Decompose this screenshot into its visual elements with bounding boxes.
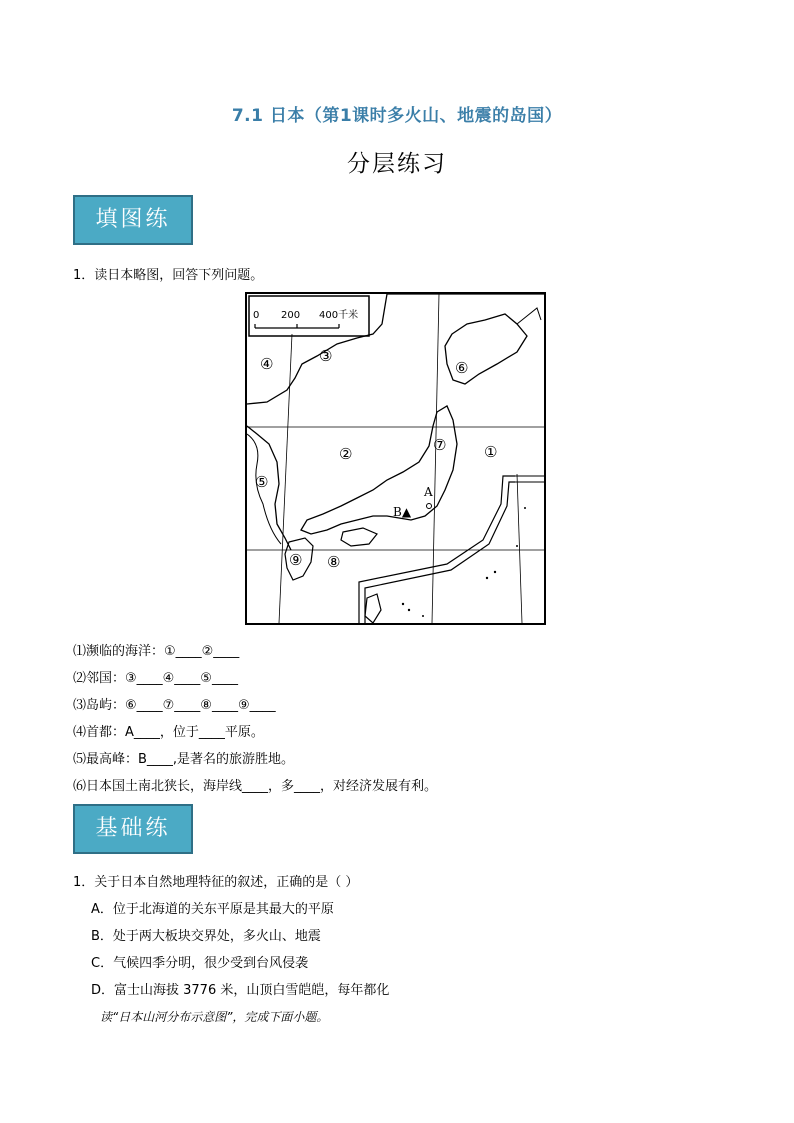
option-b: B．处于两大板块交界处，多火山、地震	[91, 929, 321, 944]
shikoku-island	[341, 528, 377, 546]
marker-9: ⑨	[289, 551, 303, 569]
section-basic: 基础练	[73, 804, 193, 854]
marker-2: ②	[339, 445, 353, 463]
map-question-intro: 1．读日本略图，回答下列问题。	[73, 268, 264, 283]
option-a: A．位于北海道的关东平原是其最大的平原	[91, 902, 334, 917]
fill-item-peak: ⑸最高峰：B____,是著名的旅游胜地。	[73, 752, 295, 767]
fill-item-coastline: ⑹日本国土南北狭长，海岸线____，多____，对经济发展有利。	[73, 779, 438, 794]
boundary-inner	[365, 482, 515, 623]
marker-8: ⑧	[327, 553, 341, 571]
boundary-outer	[359, 476, 515, 623]
scale-label-200: 200	[281, 310, 301, 321]
fill-item-capital: ⑷首都：A____，位于____平原。	[73, 725, 264, 740]
point-a-label: A	[424, 485, 433, 499]
boundary-ticks	[515, 476, 544, 482]
page-subtitle: 分层练习	[347, 151, 447, 177]
section-fill-map: 填图练	[73, 195, 193, 245]
map-grid-lines	[247, 294, 544, 623]
marker-7: ⑦	[433, 436, 447, 454]
option-d: D．富士山海拔 3776 米，山顶白雪皑皑，每年都化	[91, 983, 390, 998]
fill-item-neighbors: ⑵邻国：③____④____⑤____	[73, 671, 238, 686]
japan-map	[245, 292, 546, 625]
ryukyu-islands	[402, 507, 526, 617]
fill-item-oceans: ⑴濒临的海洋：①____②____	[73, 644, 240, 659]
kuril-islands	[517, 308, 541, 324]
page-title: 7.1 日本（第1课时多火山、地震的岛国）	[231, 106, 563, 126]
taiwan-island	[365, 594, 381, 623]
marker-5: ⑤	[255, 473, 269, 491]
marker-3: ③	[319, 347, 333, 365]
basic-question-stem: 1．关于日本自然地理特征的叙述，正确的是（ ）	[73, 875, 359, 890]
japan-map-drawing	[247, 294, 544, 623]
peninsula-coast	[247, 426, 291, 550]
marker-6: ⑥	[455, 359, 469, 377]
point-a-marker	[427, 504, 432, 509]
reading-note: 读“日本山河分布示意图”，完成下面小题。	[100, 1010, 329, 1024]
point-b-label: B▲	[393, 505, 412, 519]
marker-4: ④	[260, 355, 274, 373]
marker-1: ①	[484, 443, 498, 461]
option-c: C．气候四季分明，很少受到台风侵袭	[91, 956, 309, 971]
scale-label-0: 0	[253, 310, 260, 321]
scale-label-400: 400千米	[319, 310, 359, 321]
fill-item-islands: ⑶岛屿：⑥____⑦____⑧____⑨____	[73, 698, 276, 713]
honshu-island	[301, 406, 457, 534]
map-number-markers	[255, 347, 497, 571]
